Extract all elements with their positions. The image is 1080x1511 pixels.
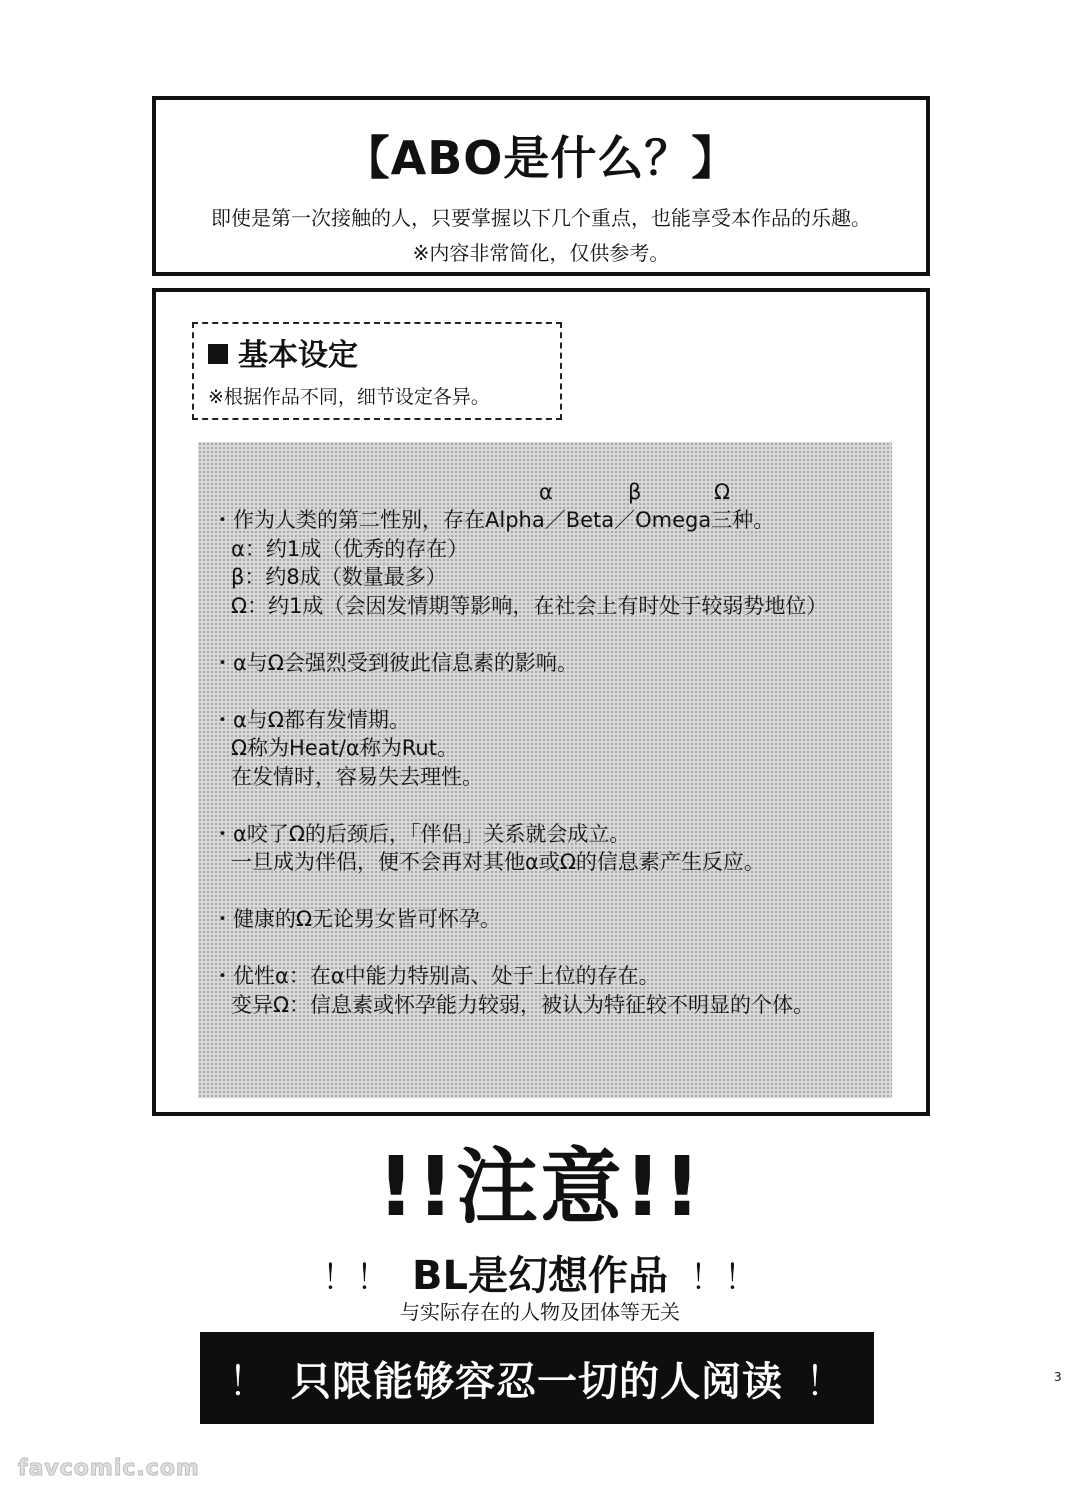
bar-exclaim-left: ！ [228, 1358, 269, 1405]
beta-label: β [628, 480, 642, 504]
bl-exclaim-right: ！！ [689, 1258, 758, 1298]
page-number: 3 [1054, 1370, 1062, 1384]
settings-item-text: ・α与Ω会强烈受到彼此信息素的影响。 [212, 650, 578, 675]
basic-settings-title-text: 基本设定 [238, 338, 358, 373]
basic-settings-title [208, 330, 546, 374]
settings-item-text: ・健康的Ω无论男女皆可怀孕。 [212, 907, 502, 931]
alpha-label: α [539, 480, 553, 504]
settings-item-detail: 在发情时，容易失去理性。 [231, 764, 483, 789]
settings-item-detail: Ω称为Heat/α称为Rut。 [231, 736, 458, 760]
intro-box [152, 96, 930, 276]
settings-item-detail: 一旦成为伴侣，便不会再对其他α或Ω的信息素产生反应。 [231, 850, 765, 874]
settings-item [212, 506, 878, 620]
settings-box [152, 288, 930, 1116]
settings-item-text: ・作为人类的第二性别，存在Alpha／Beta／Omega三种。 [212, 508, 775, 532]
settings-item-text: ・α咬了Ω的后颈后，「伴侣」关系就会成立。 [212, 821, 631, 846]
intro-subtitle: 即使是第一次接触的人，只要掌握以下几个重点，也能享受本作品的乐趣。 [211, 206, 871, 230]
bl-notice-text: BL是幻想作品 [412, 1253, 668, 1299]
settings-item [212, 706, 878, 792]
basic-settings-header [192, 322, 562, 420]
intro-note: ※内容非常简化，仅供参考。 [412, 241, 670, 265]
settings-list [212, 506, 878, 1019]
omega-label: Ω [714, 480, 731, 504]
settings-item [212, 649, 878, 678]
settings-item-detail: α：约1成（优秀的存在） [231, 536, 469, 561]
watermark-logo: favcomic.com [18, 1456, 200, 1481]
settings-item-text: ・α与Ω都有发情期。 [212, 707, 410, 732]
settings-item [212, 905, 878, 934]
settings-item-detail: β：约8成（数量最多） [231, 565, 447, 589]
settings-item [212, 962, 878, 1019]
settings-item-detail: 变异Ω：信息素或怀孕能力较弱，被认为特征较不明显的个体。 [231, 992, 815, 1017]
basic-settings-note: ※根据作品不同，细节设定各异。 [208, 386, 490, 408]
settings-item-text: ・优性α：在α中能力特别高、处于上位的存在。 [212, 964, 660, 988]
bar-exclaim-right: ！ [805, 1358, 846, 1405]
settings-item [212, 820, 878, 877]
bl-exclaim-left: ！！ [322, 1258, 390, 1298]
square-bullet-icon [208, 344, 228, 364]
reader-warning-text: 只限能够容忍一切的人阅读 [291, 1358, 783, 1405]
reader-warning-bar [200, 1332, 874, 1424]
page-title: 【ABO是什么？】 [343, 131, 739, 185]
settings-panel [198, 442, 892, 1098]
settings-item-detail: Ω：约1成（会因发情期等影响，在社会上有时处于较弱势地位） [231, 593, 828, 618]
greek-labels [212, 478, 878, 506]
bl-notice [0, 1244, 1080, 1301]
bl-disclaimer: 与实际存在的人物及团体等无关 [400, 1300, 680, 1324]
warning-title: !!注意!! [377, 1140, 703, 1235]
